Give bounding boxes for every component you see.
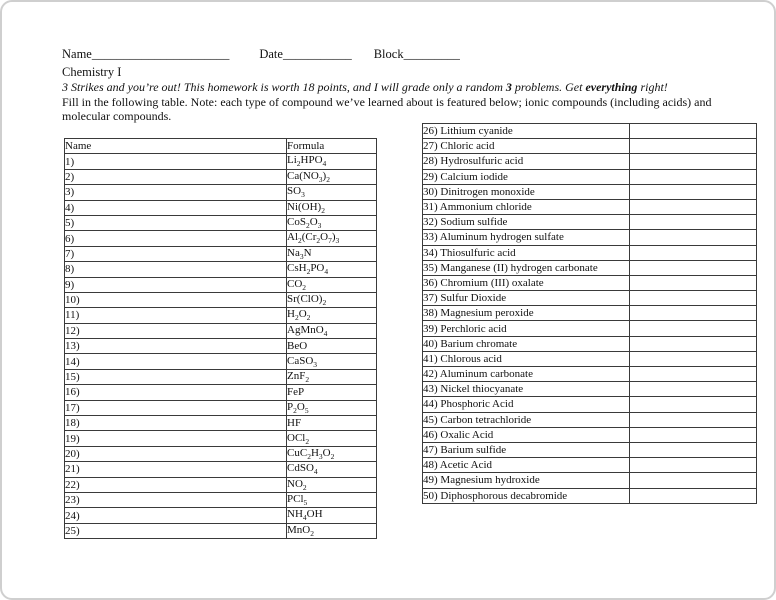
row-number-cell: 4) (65, 200, 287, 215)
left-table-row (65, 431, 377, 446)
formula-cell: $CsH_2PO_4$ (287, 262, 377, 277)
right-table-body (423, 124, 757, 504)
note-segment: problems. Get (511, 80, 586, 94)
formula-cell: $Al_2(Cr_2O_7)_3$ (287, 231, 377, 246)
right-table-row (423, 488, 757, 503)
right-table-row (423, 306, 757, 321)
right-table-row (423, 397, 757, 412)
formula-cell: $Sr(ClO)_2$ (287, 292, 377, 307)
formula-answer-cell (630, 245, 757, 260)
compound-name-cell: 37) Sulfur Dioxide (423, 291, 630, 306)
formula-cell: $CuC_2H_3O_2$ (287, 446, 377, 461)
formula-cell: $CO_2$ (287, 277, 377, 292)
left-table-row (65, 292, 377, 307)
formula-cell: CdSO$_4$ (287, 462, 377, 477)
compound-name-cell: 31) Ammonium chloride (423, 199, 630, 214)
compound-name-cell: 42) Aluminum carbonate (423, 367, 630, 382)
block-blank: Block_________ (373, 47, 460, 61)
formula-answer-cell (630, 169, 757, 184)
right-table-row (423, 351, 757, 366)
formula-answer-cell (630, 488, 757, 503)
formula-answer-cell (630, 260, 757, 275)
left-table-body (65, 154, 377, 539)
name-blank: Name______________________ (62, 47, 230, 61)
left-table-row (65, 492, 377, 507)
formula-cell: ZnF$_2$ (287, 369, 377, 384)
header-blanks (62, 47, 460, 62)
right-table-row (423, 412, 757, 427)
left-table-row (65, 154, 377, 169)
compound-name-cell: 32) Sodium sulfide (423, 215, 630, 230)
right-table-row (423, 291, 757, 306)
formula-answer-cell (630, 124, 757, 139)
compound-name-cell: 26) Lithium cyanide (423, 124, 630, 139)
compound-name-cell: 34) Thiosulfuric acid (423, 245, 630, 260)
compound-name-cell: 49) Magnesium hydroxide (423, 473, 630, 488)
left-table-row (65, 385, 377, 400)
row-number-cell: 15) (65, 369, 287, 384)
date-blank: Date___________ (259, 47, 352, 61)
formula-answer-cell (630, 382, 757, 397)
formula-answer-cell (630, 139, 757, 154)
note-segment: everything (585, 80, 638, 94)
formula-answer-cell (630, 215, 757, 230)
formula-answer-cell (630, 199, 757, 214)
right-table-row (423, 124, 757, 139)
left-table-row (65, 354, 377, 369)
formula-cell: PCl$_5$ (287, 492, 377, 507)
formula-cell: BeO (287, 339, 377, 354)
formula-cell: $H_2O_2$ (287, 308, 377, 323)
row-number-cell: 13) (65, 339, 287, 354)
compound-name-cell: 33) Aluminum hydrogen sulfate (423, 230, 630, 245)
formula-answer-cell (630, 442, 757, 457)
formula-cell: AgMnO$_4$ (287, 323, 377, 338)
compounds-table-1-25 (64, 138, 376, 539)
row-number-cell: 2) (65, 169, 287, 184)
left-table-row (65, 185, 377, 200)
formula-cell: $NH_4OH$ (287, 508, 377, 523)
row-number-cell: 8) (65, 262, 287, 277)
left-table-row (65, 169, 377, 184)
right-table-row (423, 154, 757, 169)
left-table-row (65, 246, 377, 261)
row-number-cell: 5) (65, 215, 287, 230)
formula-cell: HF (287, 416, 377, 431)
compound-name-cell: 36) Chromium (III) oxalate (423, 275, 630, 290)
formula-cell: FeP (287, 385, 377, 400)
left-table-row (65, 200, 377, 215)
row-number-cell: 14) (65, 354, 287, 369)
formula-answer-cell (630, 397, 757, 412)
left-table-row (65, 215, 377, 230)
row-number-cell: 12) (65, 323, 287, 338)
formula-answer-cell (630, 291, 757, 306)
name-column-header: Name (65, 139, 287, 154)
left-table-row (65, 446, 377, 461)
row-number-cell: 19) (65, 431, 287, 446)
note-segment: 3 Strikes and you’re out! This homework is worth 18 points, and I will grade only a random (62, 80, 506, 94)
compound-name-cell: 40) Barium chromate (423, 336, 630, 351)
right-table-row (423, 382, 757, 397)
left-table (64, 138, 377, 539)
right-table-row (423, 199, 757, 214)
left-table-row (65, 369, 377, 384)
compound-name-cell: 47) Barium sulfide (423, 442, 630, 457)
left-table-row (65, 462, 377, 477)
compound-name-cell: 41) Chlorous acid (423, 351, 630, 366)
course-title: Chemistry I (62, 65, 122, 79)
right-table-row (423, 458, 757, 473)
left-table-row (65, 262, 377, 277)
right-table-row (423, 442, 757, 457)
formula-cell: $Li_2HPO_4$ (287, 154, 377, 169)
compound-name-cell: 29) Calcium iodide (423, 169, 630, 184)
right-table-row (423, 427, 757, 442)
right-table-row (423, 473, 757, 488)
row-number-cell: 10) (65, 292, 287, 307)
row-number-cell: 9) (65, 277, 287, 292)
compound-name-cell: 27) Chloric acid (423, 139, 630, 154)
compound-name-cell: 39) Perchloric acid (423, 321, 630, 336)
compound-name-cell: 44) Phosphoric Acid (423, 397, 630, 412)
formula-cell: $CoS_2O_3$ (287, 215, 377, 230)
left-table-row (65, 308, 377, 323)
note-segment: 3 (505, 80, 512, 94)
formula-cell: $P_2O_5$ (287, 400, 377, 415)
formula-cell: $Ni(OH)_2$ (287, 200, 377, 215)
left-table-row (65, 523, 377, 538)
formula-answer-cell (630, 275, 757, 290)
left-table-row (65, 231, 377, 246)
row-number-cell: 11) (65, 308, 287, 323)
left-table-row (65, 416, 377, 431)
formula-cell: MnO$_2$ (287, 523, 377, 538)
compound-name-cell: 46) Oxalic Acid (423, 427, 630, 442)
right-table-row (423, 275, 757, 290)
left-table-row (65, 477, 377, 492)
formula-cell: $NO_2$ (287, 477, 377, 492)
right-table-row (423, 169, 757, 184)
formula-answer-cell (630, 367, 757, 382)
left-table-row (65, 508, 377, 523)
left-table-row (65, 323, 377, 338)
right-table (422, 123, 757, 504)
row-number-cell: 22) (65, 477, 287, 492)
formula-cell: $Ca(NO_3)_2$ (287, 169, 377, 184)
formula-column-header: Formula (287, 139, 377, 154)
formula-answer-cell (630, 351, 757, 366)
formula-answer-cell (630, 427, 757, 442)
row-number-cell: 7) (65, 246, 287, 261)
row-number-cell: 23) (65, 492, 287, 507)
formula-cell: CaSO$_3$ (287, 354, 377, 369)
row-number-cell: 16) (65, 385, 287, 400)
right-table-row (423, 245, 757, 260)
formula-answer-cell (630, 154, 757, 169)
right-table-row (423, 215, 757, 230)
compound-name-cell: 45) Carbon tetrachloride (423, 412, 630, 427)
right-table-row (423, 139, 757, 154)
row-number-cell: 20) (65, 446, 287, 461)
note-segment: right! (637, 80, 668, 94)
left-table-row (65, 339, 377, 354)
compound-name-cell: 38) Magnesium peroxide (423, 306, 630, 321)
row-number-cell: 6) (65, 231, 287, 246)
row-number-cell: 18) (65, 416, 287, 431)
row-number-cell: 24) (65, 508, 287, 523)
formula-cell: OCl$_2$ (287, 431, 377, 446)
formula-answer-cell (630, 184, 757, 199)
formula-answer-cell (630, 321, 757, 336)
right-table-row (423, 367, 757, 382)
formula-answer-cell (630, 458, 757, 473)
formula-answer-cell (630, 230, 757, 245)
compounds-table-26-50 (422, 123, 756, 504)
compound-name-cell: 43) Nickel thiocyanate (423, 382, 630, 397)
right-table-row (423, 184, 757, 199)
right-table-row (423, 230, 757, 245)
right-table-row (423, 321, 757, 336)
formula-answer-cell (630, 306, 757, 321)
formula-cell: $SO_3$ (287, 185, 377, 200)
compound-name-cell: 35) Manganese (II) hydrogen carbonate (423, 260, 630, 275)
row-number-cell: 17) (65, 400, 287, 415)
compound-name-cell: 50) Diphosphorous decabromide (423, 488, 630, 503)
formula-answer-cell (630, 473, 757, 488)
formula-answer-cell (630, 336, 757, 351)
compound-name-cell: 48) Acetic Acid (423, 458, 630, 473)
formula-answer-cell (630, 412, 757, 427)
row-number-cell: 25) (65, 523, 287, 538)
right-table-row (423, 260, 757, 275)
row-number-cell: 3) (65, 185, 287, 200)
assignment-note (62, 80, 668, 95)
left-table-header-row (65, 139, 377, 154)
instructions-text: Fill in the following table. Note: each type of compound we’ve learned about is featured below; ionic compounds (including acids) and molecular compounds. (62, 95, 712, 123)
formula-cell: $Na_3N$ (287, 246, 377, 261)
compound-name-cell: 28) Hydrosulfuric acid (423, 154, 630, 169)
compound-name-cell: 30) Dinitrogen monoxide (423, 184, 630, 199)
row-number-cell: 21) (65, 462, 287, 477)
left-table-row (65, 277, 377, 292)
right-table-row (423, 336, 757, 351)
left-table-row (65, 400, 377, 415)
row-number-cell: 1) (65, 154, 287, 169)
